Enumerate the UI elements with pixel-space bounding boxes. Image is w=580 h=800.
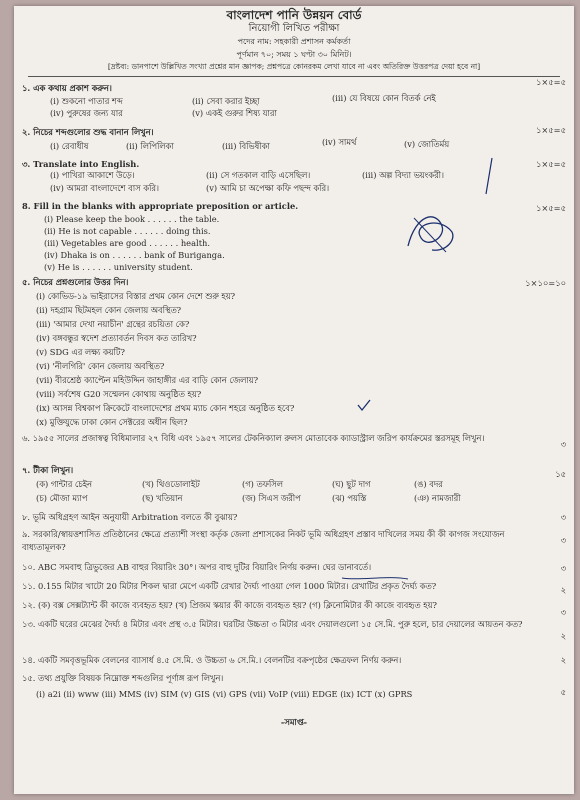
- footer-end: -সমাপ্ত-: [280, 717, 308, 727]
- q10-marks: ৩: [560, 563, 566, 573]
- q4-title: 8. Fill in the blanks with appropriate preposition or article.: [22, 201, 299, 211]
- q5-item: (ii) দহগ্রাম ছিটমহল কোন জেলায় অবস্থিত?: [36, 305, 182, 315]
- q7-option: (ছ) খতিয়ান: [142, 493, 183, 503]
- q1-option: (ii) সেবা করার ইচ্ছা: [192, 96, 260, 106]
- q1-option: (iii) যে বিষয়ে কোন বিতর্ক নেই: [332, 93, 436, 103]
- exam-title: নিয়োগী লিখিত পরীক্ষা: [248, 23, 340, 34]
- q9-marks: ৩: [560, 535, 566, 545]
- signature-scribble: [402, 206, 458, 258]
- q7-option: (খ) থিওডোলাইট: [142, 479, 200, 489]
- q8-text: ৮. ভূমি অধিগ্রহণ আইন অনুযায়ী Arbitration বলতে কী বুঝায়?: [22, 512, 238, 522]
- q3-option: (i) পাখিরা আকাশে উড়ে।: [50, 170, 135, 180]
- q1-option: (i) শুকনো পাতার শব্দ: [50, 96, 123, 106]
- q2-option: (v) জোতির্ময়: [404, 139, 450, 149]
- q15-marks: ৫: [560, 687, 566, 697]
- q4-marks: ১×৫=৫: [535, 203, 566, 213]
- q15-terms: (i) a2i (ii) www (iii) MMS (iv) SIM (v) GIS (vi) GPS (vii) VoIP (viii) EDGE (ix) ICT (x) GPRS: [36, 689, 413, 699]
- q12-text: ১২. (ক) বক্স সেক্সট্যান্ট কী কাজে ব্যবহৃত হয়? (খ) প্রিজম স্কয়ার কী কাজে ব্যবহৃত হয়? (গ) ক্লিনোমিটার কী কাজে ব্যবহৃত হয়?: [22, 600, 437, 610]
- q6-marks: ৩: [560, 439, 566, 449]
- q7-option: (ঝ) পয়স্তি: [332, 493, 367, 503]
- q7-option: (জ) সিএস জরীপ: [242, 493, 301, 503]
- q7-option: (গ) তফসিল: [242, 479, 283, 489]
- q5-item: (v) SDG এর লক্ষ্য কয়টি?: [36, 347, 125, 357]
- pen-stroke: [482, 156, 496, 196]
- q7-option: (ঘ) ছুট দাগ: [332, 479, 371, 489]
- q5-item: (vii) বীরশ্রেষ্ঠ ক্যাপ্টেন মহিউদ্দিন জাহাঙ্গীর এর বাড়ি কোন জেলায়?: [36, 375, 259, 385]
- q11-marks: ২: [560, 585, 566, 595]
- q1-marks: ১×৫=৫: [535, 77, 566, 87]
- exam-paper: [14, 6, 574, 794]
- q2-option: (iii) বিভিষীকা: [222, 141, 270, 151]
- q7-option: (ক) গান্টার চেইন: [36, 479, 93, 489]
- q2-title: ২. নিচের শব্দগুলোর শুদ্ধ বানান লিখুন।: [22, 127, 154, 137]
- q14-text: ১৪. একটি সমবৃত্তভূমিক বেলনের ব্যাসার্ধ ৪.৫ সে.মি. ও উচ্চতা ৬ সে.মি.। বেলনটির বক্রপৃষ্ঠের ক্ষেত্রফল নির্ণয় করুন।: [22, 655, 402, 665]
- q2-option: (i) রেবাধীষ: [50, 141, 89, 151]
- q2-option: (ii) লিপিলিকা: [126, 141, 174, 151]
- q5-item: (i) কোভিড-১৯ ভাইরাসের বিস্তার প্রথম কোন দেশে শুরু হয়?: [36, 291, 236, 301]
- q1-option: (v) একই গুরুর শিষ্য যারা: [192, 108, 277, 118]
- q2-marks: ১×৫=৫: [535, 125, 566, 135]
- q6-text: ৬. ১৯৫৫ সালের প্রজাস্বত্ব বিধিমালার ২৭ বিধি এবং ১৯৫৭ সালের টেকনিক্যাল রুলস মোতাবেক ক্যাডাস্ট্রাল জরিপ কার্যক্রমের স্তরসমূহ লিখুন।: [22, 433, 485, 443]
- q13-text: ১৩. একটি ঘরের মেঝের দৈর্ঘ্য ৪ মিটার এবং প্রস্থ ৩.৫ মিটার। ঘরটির উচ্চতা ৩ মিটার এবং দেয়ালগুলো ১৫ সে.মি. পুরু হলে, চার দেয়ালের আয়তন কত?: [22, 619, 523, 629]
- check-mark-icon: [356, 398, 372, 412]
- post-name: পদের নাম: সহকারী প্রশাসন কর্মকর্তা: [237, 37, 351, 46]
- q3-title: ৩. Translate into English.: [22, 159, 140, 169]
- q2-option: (iv) সামর্থ: [322, 137, 357, 147]
- q1-option: (iv) পুরুষের জন্য যার: [50, 108, 123, 118]
- q9-text: ৯. সরকারি/স্বায়ত্তশাসিত প্রতিষ্ঠানের ক্ষেত্রে প্রত্যাশী সংস্থা কর্তৃক জেলা প্রশাসকের নিকট ভূমি অধিগ্রহণ প্রস্তাব দাখিলের সময় কী কী কাগজ সংযোজন বাধ্যতামূলক?: [22, 529, 505, 552]
- q5-item: (ix) আসন্ন বিশ্বকাপ ক্রিকেটে বাংলাদেশের প্রথম ম্যাচ কোন শহরে অনুষ্ঠিত হবে?: [36, 403, 295, 413]
- q11-text: ১১. 0.155 মিটার খাটো 20 মিটার শিকল দ্বারা মেপে একটি রেখার দৈর্ঘ্য পাওয়া গেল 1000 মিটার। রেখাটির প্রকৃত দৈর্ঘ্য কত?: [22, 581, 437, 591]
- q3-option: (iii) অল্প বিদ্যা ভয়ংকরী।: [362, 170, 444, 180]
- q4-option: (v) He is . . . . . . university student.: [44, 262, 193, 272]
- q12-marks: ৩: [560, 607, 566, 617]
- q5-item: (vi) 'নীলগিরি' কোন জেলায় অবস্থিত?: [36, 361, 165, 371]
- q7-marks: ১৫: [555, 469, 566, 479]
- q7-option: (চ) মৌজা ম্যাপ: [36, 493, 88, 503]
- q4-option: (ii) He is not capable . . . . . . doing this.: [44, 226, 211, 236]
- q3-option: (ii) সে গতকাল বাড়ি এসেছিল।: [206, 170, 311, 180]
- q4-option: (i) Please keep the book . . . . . . the table.: [44, 214, 220, 224]
- q3-option: (v) আমি চা অপেক্ষা কফি পছন্দ করি।: [206, 183, 330, 193]
- q3-option: (iv) আমরা বাংলাদেশে বাস করি।: [50, 183, 159, 193]
- q7-option: (ঞ) নামজারী: [414, 493, 461, 503]
- q4-option: (iii) Vegetables are good . . . . . . health.: [44, 238, 211, 248]
- q4-option: (iv) Dhaka is on . . . . . . bank of Buriganga.: [44, 250, 225, 260]
- instruction-note: [দ্রষ্টব্য: ডানপাশে উল্লিখিত সংখ্যা প্রশ্নের মান জ্ঞাপক; প্রশ্নপত্রে কোনরকম লেখা যাবে না এবং অতিরিক্ত উত্তরপত্র দেয়া হবে না]: [28, 61, 560, 77]
- q13-marks: ২: [560, 631, 566, 641]
- q7-option: (ঙ) বদর: [414, 479, 443, 489]
- q5-item: (x) মুক্তিযুদ্ধে ঢাকা কোন সেক্টরের অধীন ছিল?: [36, 417, 188, 427]
- q5-item: (iii) 'আমার দেখা নয়াচীন' গ্রন্থের রচয়িতা কে?: [36, 319, 190, 329]
- q14-marks: ২: [560, 655, 566, 665]
- q10-text: ১০. ABC সমবাহু ত্রিভুজের AB বাহুর বিয়ারিং 30°। অপর বাহু দুটির বিয়ারিং নির্ণয় করুন। ঘের ডানাবর্তে।: [22, 562, 372, 572]
- q5-item: (viii) সর্বশেষ G20 সম্মেলন কোথায় অনুষ্ঠিত হয়?: [36, 389, 202, 399]
- exam-header: [14, 6, 574, 61]
- exam-info: পূর্ণমান ৭০; সময় ১ ঘণ্টা ৩০ মিনিট।: [236, 50, 352, 59]
- q7-title: ৭. টীকা লিখুন।: [22, 465, 74, 475]
- q1-title: ১. এক কথায় প্রকাশ করুন।: [22, 83, 112, 93]
- q5-title: ৫. নিচের প্রশ্নগুলোর উত্তর দিন।: [22, 277, 129, 287]
- q3-marks: ১×৫=৫: [535, 159, 566, 169]
- board-title: বাংলাদেশ পানি উন্নয়ন বোর্ড: [226, 8, 362, 22]
- q8-marks: ৩: [560, 512, 566, 522]
- underline-stroke: [340, 574, 410, 582]
- q15-text: ১৫. তথ্য প্রযুক্তি বিষয়ক নিম্নোক্ত শব্দগুলির পূর্ণাঙ্গ রূপ লিখুন।: [22, 673, 224, 683]
- q5-marks: ১×১০=১০: [525, 278, 566, 288]
- q5-item: (iv) বঙ্গবন্ধুর স্বদেশ প্রত্যাবর্তন দিবস কত তারিখ?: [36, 333, 197, 343]
